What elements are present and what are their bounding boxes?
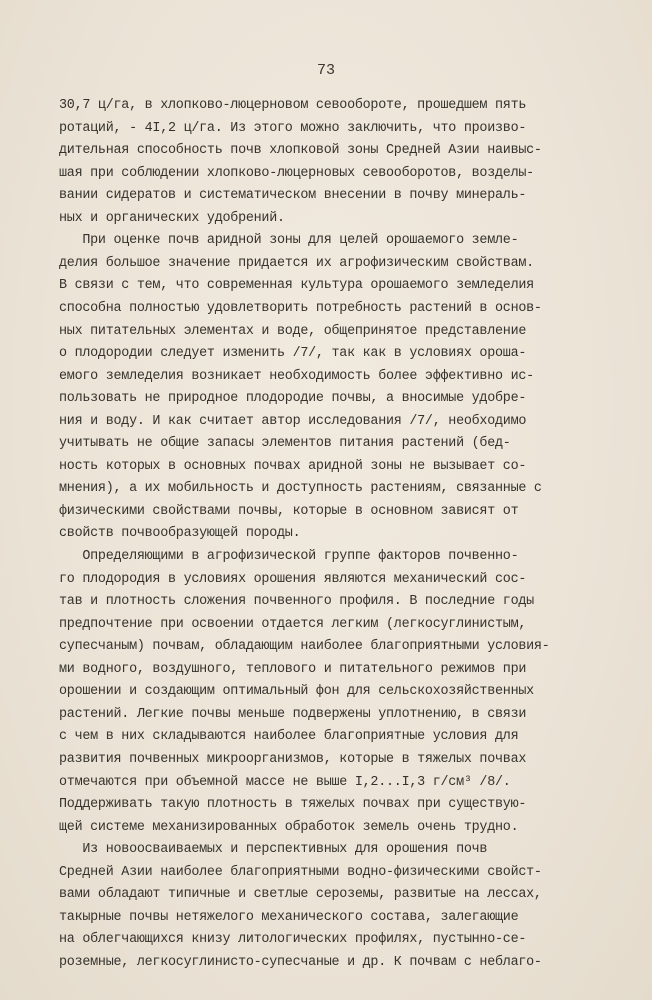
text-line: орошении и создающим оптимальный фон для сельскохозяйственных [59,684,534,700]
text-line: емого земледелия возникает необходимость более эффективно ис- [59,368,534,384]
text-line: растений. Легкие почвы меньше подвержены уплотнению, в связи [59,706,527,722]
text-line: В связи с тем, что современная культура орошаемого земледелия [59,278,534,294]
text-line: При оценке почв аридной зоны для целей орошаемого земле- [59,233,519,249]
text-line: отмечаются при объемной массе не выше I,2...I,3 г/см³ /8/. [59,774,511,790]
text-line: Поддерживать такую плотность в тяжелых почвах при существую- [59,797,527,813]
text-line: ность которых в основных почвах аридной зоны не вызывает со- [59,458,527,474]
text-line: предпочтение при освоении отдается легким (легкосуглинистым, [59,616,527,632]
text-line: щей системе механизированных обработок земель очень трудно. [59,819,519,835]
text-line: развития почвенных микроорганизмов, которые в тяжелых почвах [59,751,527,767]
text-line: Определяющими в агрофизической группе факторов почвенно- [59,549,519,564]
text-line: способна полностью удовлетворить потребность растений в основ- [59,300,542,316]
text-line: пользовать не природное плодородие почвы, а вносимые удобре- [59,391,527,407]
text-line: мнения), а их мобильность и доступность растениям, связанные с [59,481,542,497]
text-line: свойств почвообразующей породы. [59,526,301,542]
text-line: Из новоосваиваемых и перспективных для орошения почв [59,842,488,858]
text-line: 30,7 ц/га, в хлопково-люцерновом севообороте, прошедшем пять [59,98,527,113]
text-line: Средней Азии наиболее благоприятными водно-физическими свойст- [59,864,542,880]
text-line: ных и органических удобрений. [59,210,285,226]
text-line: го плодородия в условиях орошения являются механический сос- [59,571,527,587]
text-line: супесчаным) почвам, обладающим наиболее благоприятными условия- [59,639,550,655]
text-line: с чем в них складываются наиболее благоприятные условия для [59,729,519,745]
text-line: делия большое значение придается их агрофизическим свойствам. [59,255,534,271]
text-line: ми водного, воздушного, теплового и питательного режимов при [59,661,527,677]
text-line: вами обладают типичные и светлые сероземы, развитые на лессах, [59,887,542,903]
text-line: тав и плотность сложения почвенного профиля. В последние годы [59,594,534,610]
text-line: роземные, легкосуглинисто-супесчаные и др. К почвам с неблаго- [59,954,542,970]
text-line: физическими свойствами почвы, которые в основном зависят от [59,503,519,519]
text-line: ния и воду. И как считает автор исследования /7/, необходимо [59,413,527,429]
text-line: на облегчающихся книзу литологических профилях, пустынно-се- [59,932,527,948]
text-line: ных питательных элементах и воде, общепринятое представление [59,323,527,339]
text-line: дительная способность почв хлопковой зоны Средней Азии наивыс- [59,143,542,159]
page-number: 73 [316,62,335,79]
text-line: шая при соблюдении хлопково-люцерновых севооборотов, возделы- [59,165,534,181]
text-line: о плодородии следует изменить /7/, так как в условиях ороша- [59,346,527,362]
text-line: вании сидератов и систематическом внесении в почву минераль- [59,188,527,204]
text-line: учитывать не общие запасы элементов питания растений (бед- [59,436,511,452]
text-line: такырные почвы нетяжелого механического состава, залегающие [59,909,519,925]
text-line: ротаций, - 4I,2 ц/га. Из этого можно заключить, что произво- [59,120,527,136]
